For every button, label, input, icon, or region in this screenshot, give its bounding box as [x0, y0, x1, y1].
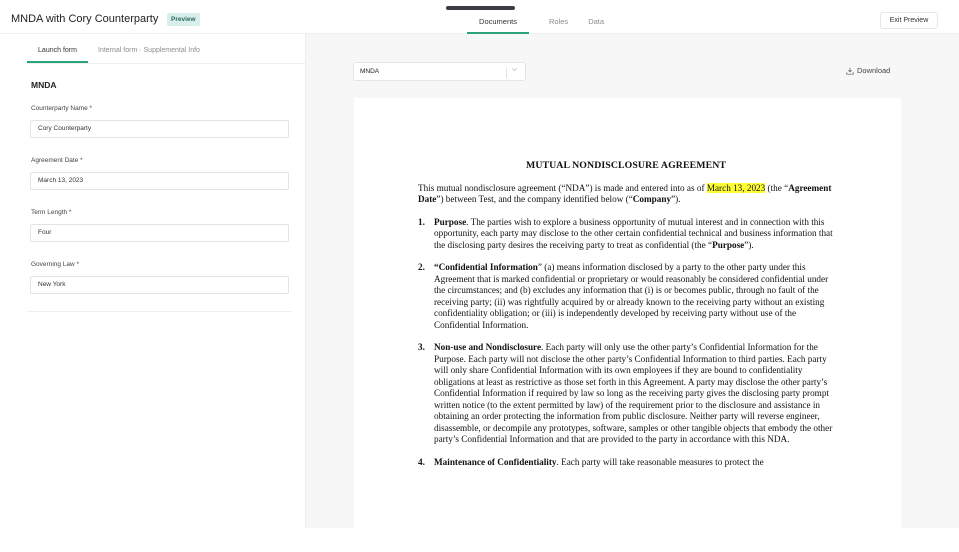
clause: 2. “Confidential Information” (a) means information disclosed by a party to the other party under this Agreement that is marked confidential or proprietary or would reasonably be considered confidential under the circumstances; and (b) excludes any information that (i) is or becomes public, through no fault of the receiving party; (ii) was rightfully acquired by or already known to the receiving party without an existing confidentiality obligation; or (iii) is independently developed by receiving party without use of the Confidential Information.	[418, 262, 829, 330]
tab-internal-form[interactable]: Internal form · Supplemental Info	[98, 47, 200, 54]
clause: 1. Purpose. The parties wish to explore a business opportunity of mutual interest and in connection with this opportunity, each party may disclose to the other certain confidential technical and business information that the disclosing party desires the receiving party to treat as confidential (the “Purpose”).	[418, 216, 833, 250]
form-section-title: MNDA	[31, 80, 57, 90]
chevron-down-icon	[511, 66, 518, 75]
tab-launch-form[interactable]: Launch form	[27, 34, 88, 63]
document-content	[418, 160, 834, 479]
divider	[27, 311, 292, 312]
agreement-date-input[interactable]: March 13, 2023	[30, 172, 289, 190]
term-length-input[interactable]: Four	[30, 224, 289, 242]
clause: 4. Maintenance of Confidentiality. Each party will take reasonable measures to protect the	[418, 456, 764, 467]
document-intro: This mutual nondisclosure agreement (“NDA”) is made and entered into as of March 13, 2023 (the “Agreement Date”) between Test, and the company identified below (“Company”).	[418, 182, 832, 204]
tab-roles[interactable]: Roles	[549, 17, 569, 26]
drag-handle[interactable]	[446, 6, 515, 10]
document-title: MUTUAL NONDISCLOSURE AGREEMENT	[525, 160, 727, 171]
document-select[interactable]	[353, 62, 526, 81]
tab-documents[interactable]: Documents	[467, 13, 529, 34]
agreement-date-label: Agreement Date *	[31, 157, 83, 164]
highlighted-agreement-date: March 13, 2023	[706, 182, 766, 193]
main-tabs	[467, 13, 624, 34]
select-separator	[506, 67, 507, 78]
document-page	[354, 98, 901, 528]
download-icon	[846, 67, 854, 75]
download-button[interactable]	[846, 66, 890, 75]
clause: 3. Non-use and Nondisclosure. Each party will only use the other party’s Confidential Information for the Purpose. Each party will not disclose the other party’s Confidential Information to third parties. Each party will only share Confidential Information with its own employees if they are bound to confidentiality obligations at least as restrictive as those set forth in this Agreement. A party may disclose the other party’s Confidential Information if required by law so long as the receiving party gives the disclosing party prompt written notice (to the extent permitted by law) of the requirement prior to the disclosure and assistance in obtaining an order protecting the information from public disclosure. Neither party will reverse engineer, disassemble, or decompile any prototypes, software, samples or other tangible objects that embody the other party’s Confidential Information and that are provided to the party in accordance with this NDA.	[418, 342, 833, 444]
preview-badge: Preview	[167, 13, 200, 26]
page-title: MNDA with Cory Counterparty	[11, 13, 159, 25]
counterparty-name-label: Counterparty Name *	[31, 105, 93, 112]
form-panel	[0, 34, 305, 528]
counterparty-name-input[interactable]: Cory Counterparty	[30, 120, 289, 138]
top-bar	[0, 0, 959, 34]
governing-law-label: Governing Law *	[31, 261, 80, 268]
document-select-value: MNDA	[360, 68, 380, 75]
governing-law-input[interactable]: New York	[30, 276, 289, 294]
exit-preview-button[interactable]: Exit Preview	[880, 12, 938, 29]
download-label: Download	[857, 66, 891, 75]
tab-data[interactable]: Data	[588, 17, 605, 26]
document-preview-area	[305, 34, 959, 528]
form-tabs	[27, 34, 305, 64]
term-length-label: Term Length *	[31, 209, 72, 216]
